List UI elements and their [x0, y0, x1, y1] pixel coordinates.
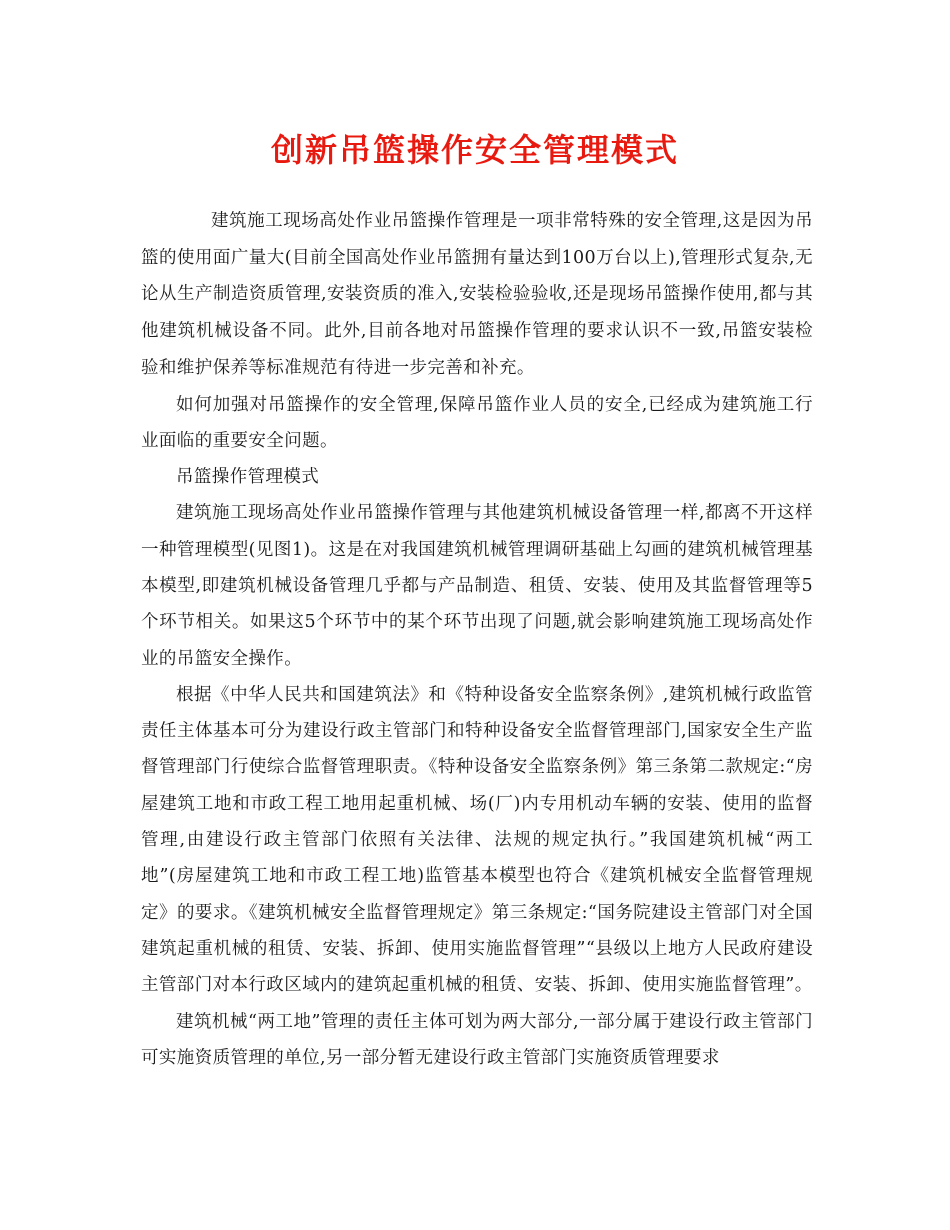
document-body: [141, 203, 813, 1076]
paragraph-regulations: 根据《中华人民共和国建筑法》和《特种设备安全监察条例》,建筑机械行政监管责任主体基本可分为建设行政主管部门和特种设备安全监督管理部门,国家安全生产监督管理部门行使综合监督管理职责。《特种设备安全监察条例》第三条第二款规定:“房屋建筑工地和市政工程工地用起重机械、场(厂)内专用机动车辆的安装、使用的监督管理,由建设行政主管部门依照有关法律、法规的规定执行。”我国建筑机械“两工地”(房屋建筑工地和市政工程工地)监管基本模型也符合《建筑机械安全监督管理规定》的要求。《建筑机械安全监督管理规定》第三条规定:“国务院建设主管部门对全国建筑起重机械的租赁、安装、拆卸、使用实施监督管理”“县级以上地方人民政府建设主管部门对本行政区域内的建筑起重机械的租赁、安装、拆卸、使用实施监督管理”。: [141, 684, 813, 996]
section-heading: 吊篮操作管理模式: [176, 467, 320, 488]
paragraph-intro: 建筑施工现场高处作业吊篮操作管理是一项非常特殊的安全管理,这是因为吊篮的使用面广量大(目前全国高处作业吊篮拥有量达到100万台以上),管理形式复杂,无论从生产制造资质管理,安装资质的准入,安装检验验收,还是现场吊篮操作使用,都与其他建筑机械设备不同。此外,目前各地对吊篮操作管理的要求认识不一致,吊篮安装检验和维护保养等标准规范有待进一步完善和补充。: [141, 211, 813, 378]
paragraph-model: 建筑施工现场高处作业吊篮操作管理与其他建筑机械设备管理一样,都离不开这样一种管理模型(见图1)。这是在对我国建筑机械管理调研基础上勾画的建筑机械管理基本模型,即建筑机械设备管理几乎都与产品制造、租赁、安装、使用及其监督管理等5个环节相关。如果这5个环节中的某个环节出现了问题,就会影响建筑施工现场高处作业的吊篮安全操作。: [141, 503, 813, 669]
document-title: 创新吊篮操作安全管理模式: [270, 131, 679, 169]
paragraph-question: 如何加强对吊篮操作的安全管理,保障吊篮作业人员的安全,已经成为建筑施工行业面临的重要安全问题。: [141, 394, 813, 451]
paragraph-responsibility: 建筑机械“两工地”管理的责任主体可划为两大部分,一部分属于建设行政主管部门可实施资质管理的单位,另一部分暂无建设行政主管部门实施资质管理要求: [141, 1011, 813, 1068]
